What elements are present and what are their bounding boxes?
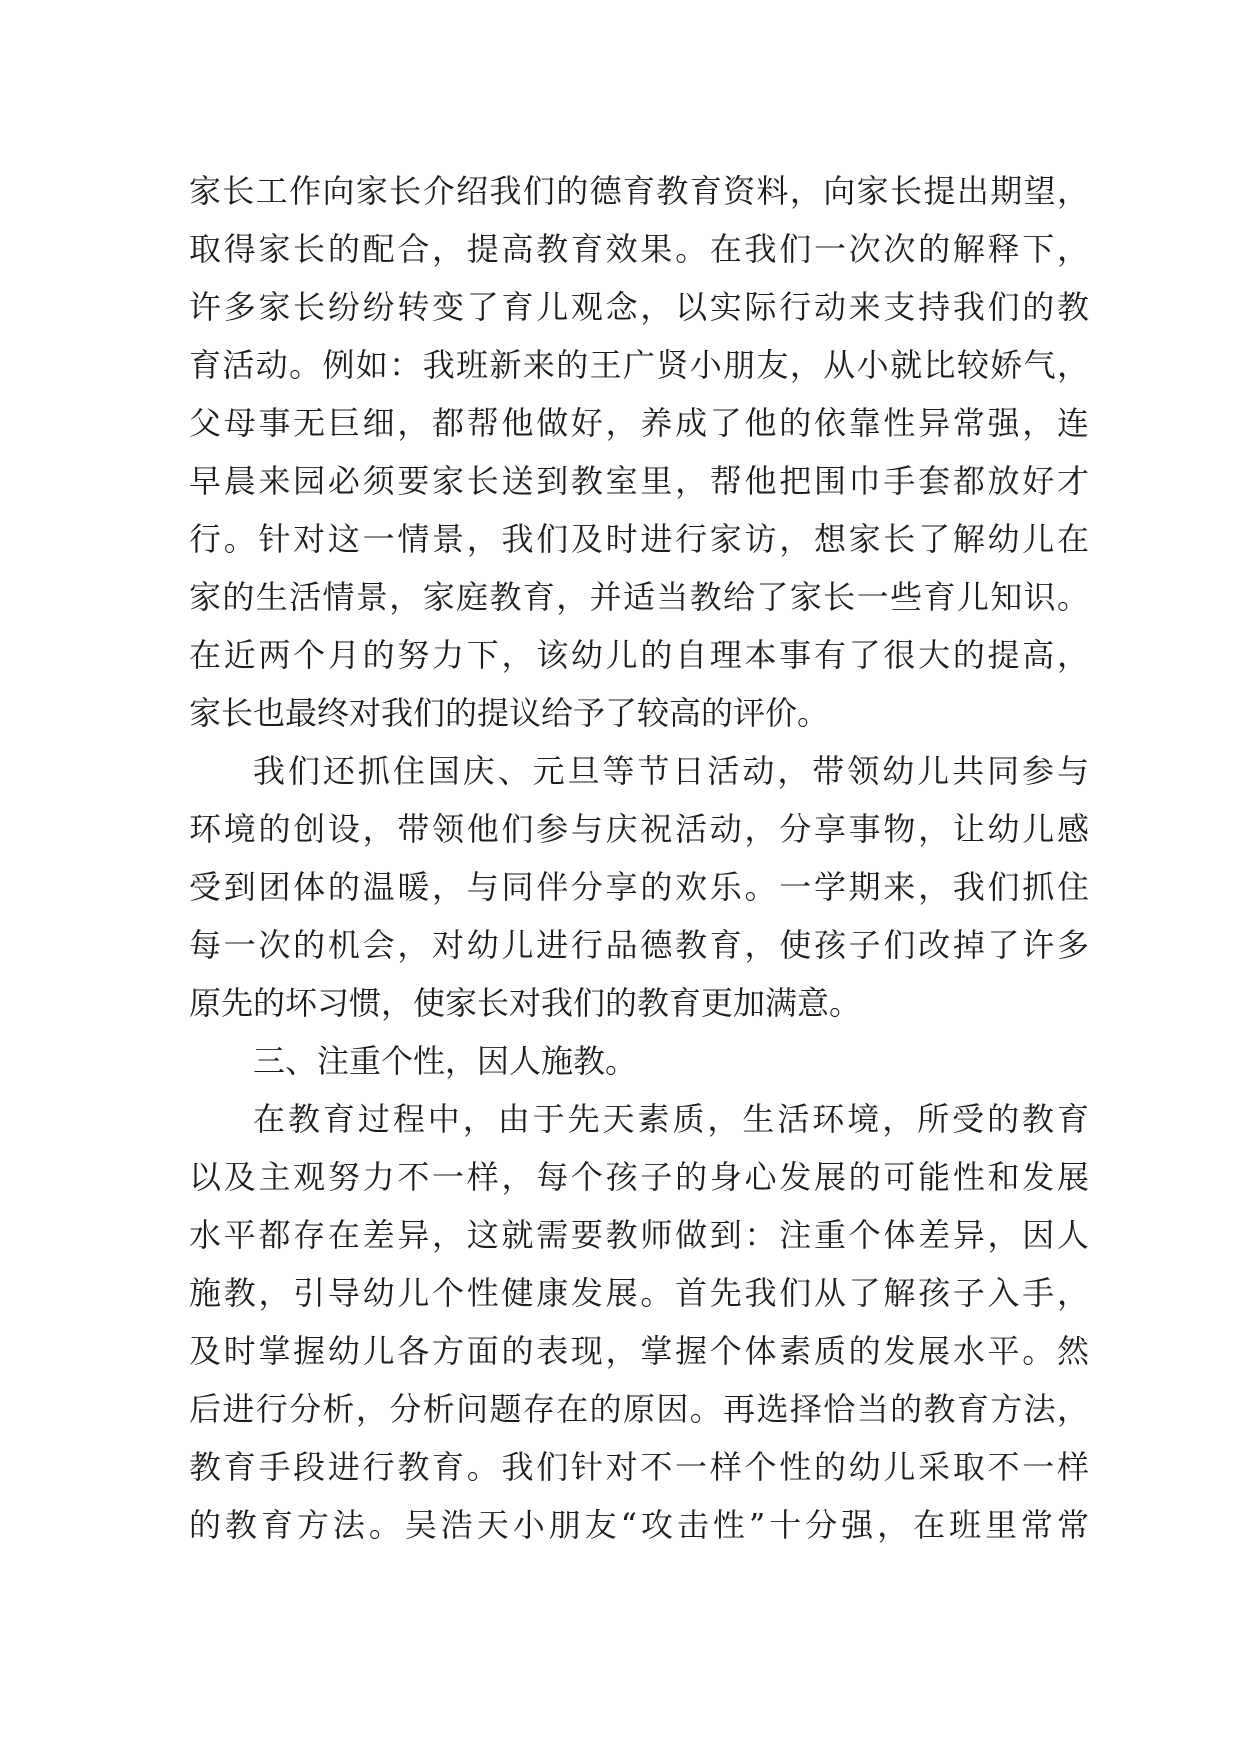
text-line: 以及主观努力不一样，每个孩子的身心发展的可能性和发展	[189, 1158, 1089, 1196]
text-line: 环境的创设，带领他们参与庆祝活动，分享事物，让幼儿感	[189, 810, 1089, 848]
text-line: 早晨来园必须要家长送到教室里，帮他把围巾手套都放好才	[189, 462, 1089, 500]
text-line: 家的生活情景，家庭教育，并适当教给了家长一些育儿知识。	[189, 578, 1089, 616]
text-line: 行。针对这一情景，我们及时进行家访，想家长了解幼儿在	[189, 520, 1089, 558]
body-text	[189, 162, 1089, 1554]
text-line: 原先的坏习惯，使家长对我们的教育更加满意。	[189, 984, 862, 1022]
text-line: 的教育方法。吴浩天小朋友“攻击性”十分强，在班里常常	[189, 1506, 1089, 1544]
text-line: 家长工作向家长介绍我们的德育教育资料，向家长提出期望，	[189, 172, 1089, 210]
text-line: 在教育过程中，由于先天素质，生活环境，所受的教育	[253, 1100, 1089, 1138]
text-line: 取得家长的配合，提高教育效果。在我们一次次的解释下，	[189, 230, 1089, 268]
text-line: 家长也最终对我们的提议给予了较高的评价。	[189, 694, 830, 732]
text-line: 许多家长纷纷转变了育儿观念，以实际行动来支持我们的教	[189, 288, 1089, 326]
text-line: 水平都存在差异，这就需要教师做到：注重个体差异，因人	[189, 1216, 1089, 1254]
text-line: 施教，引导幼儿个性健康发展。首先我们从了解孩子入手，	[189, 1274, 1089, 1312]
text-line: 教育手段进行教育。我们针对不一样个性的幼儿采取不一样	[189, 1448, 1089, 1486]
text-line: 父母事无巨细，都帮他做好，养成了他的依靠性异常强，连	[189, 404, 1089, 442]
text-line: 每一次的机会，对幼儿进行品德教育，使孩子们改掉了许多	[189, 926, 1089, 964]
text-line: 后进行分析，分析问题存在的原因。再选择恰当的教育方法，	[189, 1390, 1089, 1428]
text-line: 在近两个月的努力下，该幼儿的自理本事有了很大的提高，	[189, 636, 1089, 674]
text-line: 及时掌握幼儿各方面的表现，掌握个体素质的发展水平。然	[189, 1332, 1089, 1370]
text-line: 受到团体的温暖，与同伴分享的欢乐。一学期来，我们抓住	[189, 868, 1089, 906]
section-heading: 三、注重个性，因人施教。	[253, 1042, 638, 1080]
text-line: 育活动。例如：我班新来的王广贤小朋友，从小就比较娇气，	[189, 346, 1089, 384]
text-line: 我们还抓住国庆、元旦等节日活动，带领幼儿共同参与	[253, 752, 1089, 790]
